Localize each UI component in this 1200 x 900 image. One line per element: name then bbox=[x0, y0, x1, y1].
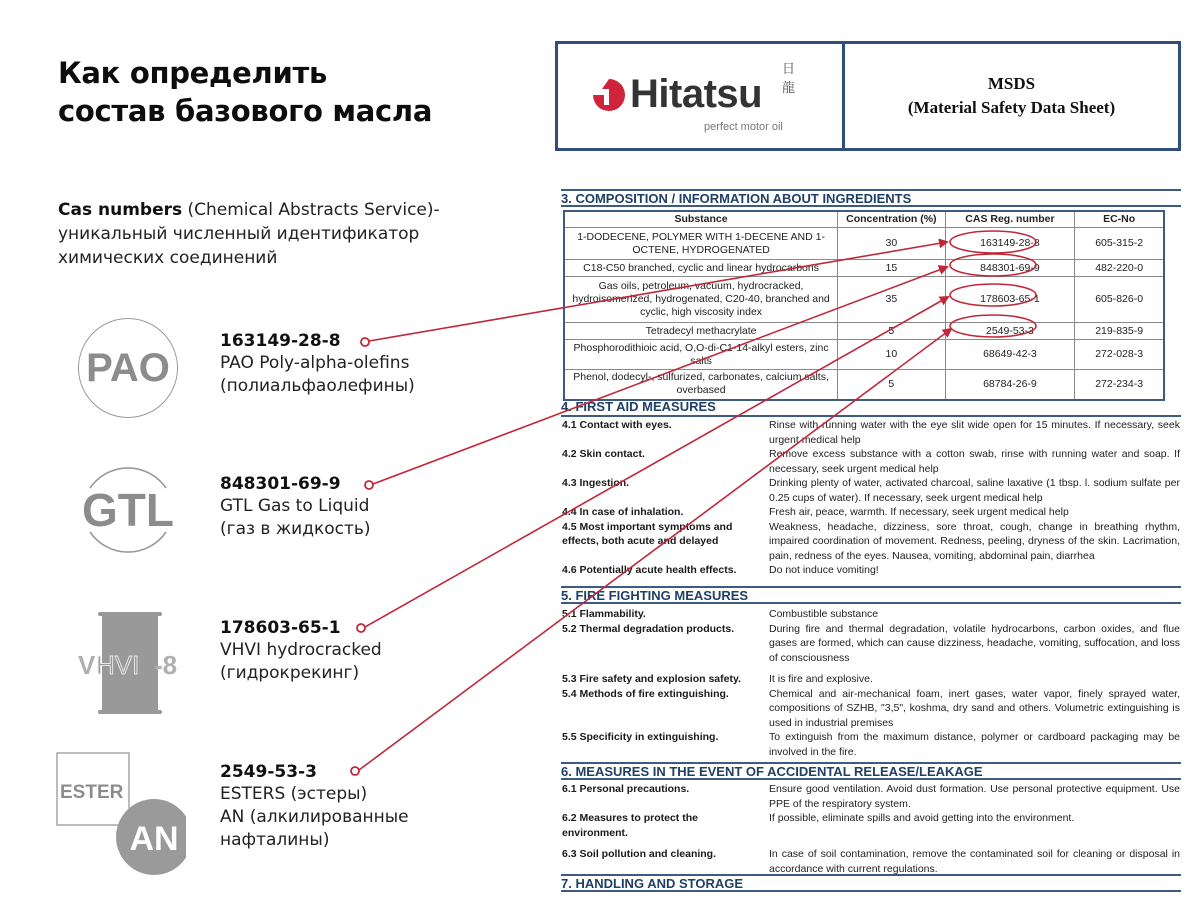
pao-icon: PAO bbox=[78, 318, 178, 418]
list-item: 4.3 Ingestion. Drinking plenty of water, activated charcoal, saline laxative (1 tbsp. l. sodium sulfate per 0.25 cups of water). If necessary, seek urgent medical help bbox=[562, 477, 1180, 504]
entry-name-3: нафталины) bbox=[220, 830, 330, 850]
section-3-heading: 3. COMPOSITION / INFORMATION ABOUT INGREDIENTS bbox=[561, 189, 1181, 207]
cas-term: Cas numbers bbox=[58, 200, 183, 220]
brand-logo bbox=[558, 44, 845, 148]
cas-intro bbox=[58, 198, 518, 270]
list-item: 4.2 Skin contact. Remove excess substance with a cotton swab, rinse with running water and soap. If necessary, seek urgent medical help bbox=[562, 448, 1180, 475]
entry-name: GTL Gas to Liquid bbox=[220, 496, 370, 516]
entry-name: ESTERS (эстеры) bbox=[220, 784, 368, 804]
list-item: 5.5 Specificity in extinguishing. To extinguish from the maximum distance, polymer or cardboard packaging may be involved in the fire. bbox=[562, 731, 1180, 758]
cas-cell: 68784-26-9 bbox=[945, 370, 1075, 400]
entry-ester-an bbox=[220, 761, 520, 852]
hitatsu-logo-icon bbox=[592, 78, 626, 112]
table-row: Gas oils, petroleum, vacuum, hydrocracked, hydroisomerized, hydrogenated, C20-40, branched and cyclic, high viscosity index 35 178603-65-1 605-826-0 bbox=[564, 277, 1164, 323]
list-item: 6.2 Measures to protect the environment. If possible, eliminate spills and avoid getting into the environment. bbox=[562, 812, 1075, 839]
vhvi-icon bbox=[76, 612, 180, 714]
accidental-release-list bbox=[562, 782, 1180, 876]
cas-cell: 163149-28-8 bbox=[945, 228, 1075, 260]
cas-cell: 2549-53-3 bbox=[945, 323, 1075, 340]
gtl-icon bbox=[76, 458, 180, 562]
entry-translation: (газ в жидкость) bbox=[220, 519, 371, 539]
list-item: 4.4 In case of inhalation. Fresh air, peace, warmth. If necessary, seek urgent medical help bbox=[562, 506, 1069, 518]
entry-name: VHVI hydrocracked bbox=[220, 640, 382, 660]
list-item: 6.3 Soil pollution and cleaning. In case of soil contamination, remove the contaminated soil for cleaning or disposal in accordance with current regulations. bbox=[562, 848, 1180, 875]
section-7-heading: 7. HANDLING AND STORAGE bbox=[561, 874, 1181, 892]
entry-vhvi bbox=[220, 617, 520, 685]
msds-header bbox=[555, 41, 1181, 151]
svg-text:-8: -8 bbox=[154, 650, 178, 680]
cas-cell: 68649-42-3 bbox=[945, 340, 1075, 370]
list-item: 4.1 Contact with eyes. Rinse with running water with the eye slit wide open for 15 minutes. If necessary, seek urgent medical help bbox=[562, 419, 1180, 446]
cas-number: 178603-65-1 bbox=[220, 618, 341, 638]
table-header-row: Substance Concentration (%) CAS Reg. number EC-No bbox=[564, 211, 1164, 228]
slide-title bbox=[58, 54, 538, 130]
cas-number: 2549-53-3 bbox=[220, 762, 317, 782]
cas-cell: 178603-65-1 bbox=[945, 277, 1075, 323]
entry-name: PAO Poly-alpha-olefins bbox=[220, 353, 410, 373]
list-item: 4.5 Most important symptoms and effects, both acute and delayed Weakness, headache, dizziness, sore throat, cough, change in breathing rhythm, impaired coordination of movement. Redness, peeling, dryness of the skin. Lacrimation, pain, redness of the eyes. Nausea, vomiting, abdominal pain, diarrhea bbox=[562, 520, 1180, 562]
table-row: 1-DODECENE, POLYMER WITH 1-DECENE AND 1-OCTENE, HYDROGENATED 30 163149-28-8 605-315-2 bbox=[564, 228, 1164, 260]
cas-number: 163149-28-8 bbox=[220, 331, 341, 351]
brand-tagline: perfect motor oil bbox=[704, 121, 783, 133]
table-row: C18-C50 branched, cyclic and linear hydrocarbons 15 848301-69-9 482-220-0 bbox=[564, 260, 1164, 277]
table-row: Phosphorodithioic acid, O,O-di-C1-14-alkyl esters, zinc salts 10 68649-42-3 272-028-3 bbox=[564, 340, 1164, 370]
table-row: Phenol, dodecyl-, sulfurized, carbonates, calcium salts, overbased 5 68784-26-9 272-234-3 bbox=[564, 370, 1164, 400]
first-aid-list bbox=[562, 418, 1180, 578]
entry-pao bbox=[220, 330, 520, 398]
list-item: 5.3 Fire safety and explosion safety. It is fire and explosive. bbox=[562, 673, 873, 685]
cas-definition-line-2: уникальный численный идентификатор bbox=[58, 224, 420, 244]
section-4-heading: 4. FIRST AID MEASURES bbox=[561, 399, 1181, 417]
ester-an-icon bbox=[56, 752, 186, 877]
svg-text:HVI: HVI bbox=[96, 650, 140, 680]
list-item: 4.6 Potentially acute health effects. Do not induce vomiting! bbox=[562, 564, 879, 576]
list-item: 5.1 Flammability. Combustible substance bbox=[562, 608, 879, 620]
section-5-heading: 5. FIRE FIGHTING MEASURES bbox=[561, 586, 1181, 604]
slide-title-line-1: Как определить bbox=[58, 56, 328, 90]
list-item: 5.2 Thermal degradation products. During fire and thermal degradation, volatile hydrocarbons, carbon oxides, and flue gases are formed, which can cause dizziness, headache, vomiting, suffocation, and loss of consciousness bbox=[562, 622, 1180, 664]
cas-term-expansion: (Chemical Abstracts Service)- bbox=[182, 200, 440, 220]
cas-number: 848301-69-9 bbox=[220, 474, 341, 494]
composition-table bbox=[563, 210, 1165, 401]
entry-translation: (полиальфаолефины) bbox=[220, 376, 415, 396]
svg-text:GTL: GTL bbox=[82, 484, 174, 536]
table-row: Tetradecyl methacrylate 5 2549-53-3 219-835-9 bbox=[564, 323, 1164, 340]
list-item: 5.4 Methods of fire extinguishing. Chemical and air-mechanical foam, inert gases, water vapor, finely sprayed water, compositions of SZHB, "3,5", koshma, dry sand and others. Volumetric extinguishing is used in industrial premises bbox=[562, 687, 1180, 729]
fire-fighting-list bbox=[562, 607, 1180, 759]
brand-kanji: 日龍 bbox=[782, 62, 796, 96]
svg-text:AN: AN bbox=[129, 820, 179, 858]
msds-title: MSDS (Material Safety Data Sheet) bbox=[907, 74, 1116, 117]
svg-text:V: V bbox=[78, 650, 96, 680]
section-6-heading: 6. MEASURES IN THE EVENT OF ACCIDENTAL RELEASE/LEAKAGE bbox=[561, 762, 1181, 780]
entry-gtl bbox=[220, 473, 520, 541]
slide-title-line-2: состав базового масла bbox=[58, 94, 433, 128]
cas-definition-line-3: химических соединений bbox=[58, 248, 278, 268]
entry-translation: (гидрокрекинг) bbox=[220, 663, 360, 683]
entry-name-2: AN (алкилированные bbox=[220, 807, 409, 827]
cas-cell: 848301-69-9 bbox=[945, 260, 1075, 277]
brand-name: Hitatsu bbox=[630, 72, 763, 116]
list-item: 6.1 Personal precautions. Ensure good ventilation. Avoid dust formation. Use personal protective equipment. Use PPE of the respiratory system. bbox=[562, 783, 1180, 810]
svg-text:ESTER: ESTER bbox=[60, 782, 124, 803]
